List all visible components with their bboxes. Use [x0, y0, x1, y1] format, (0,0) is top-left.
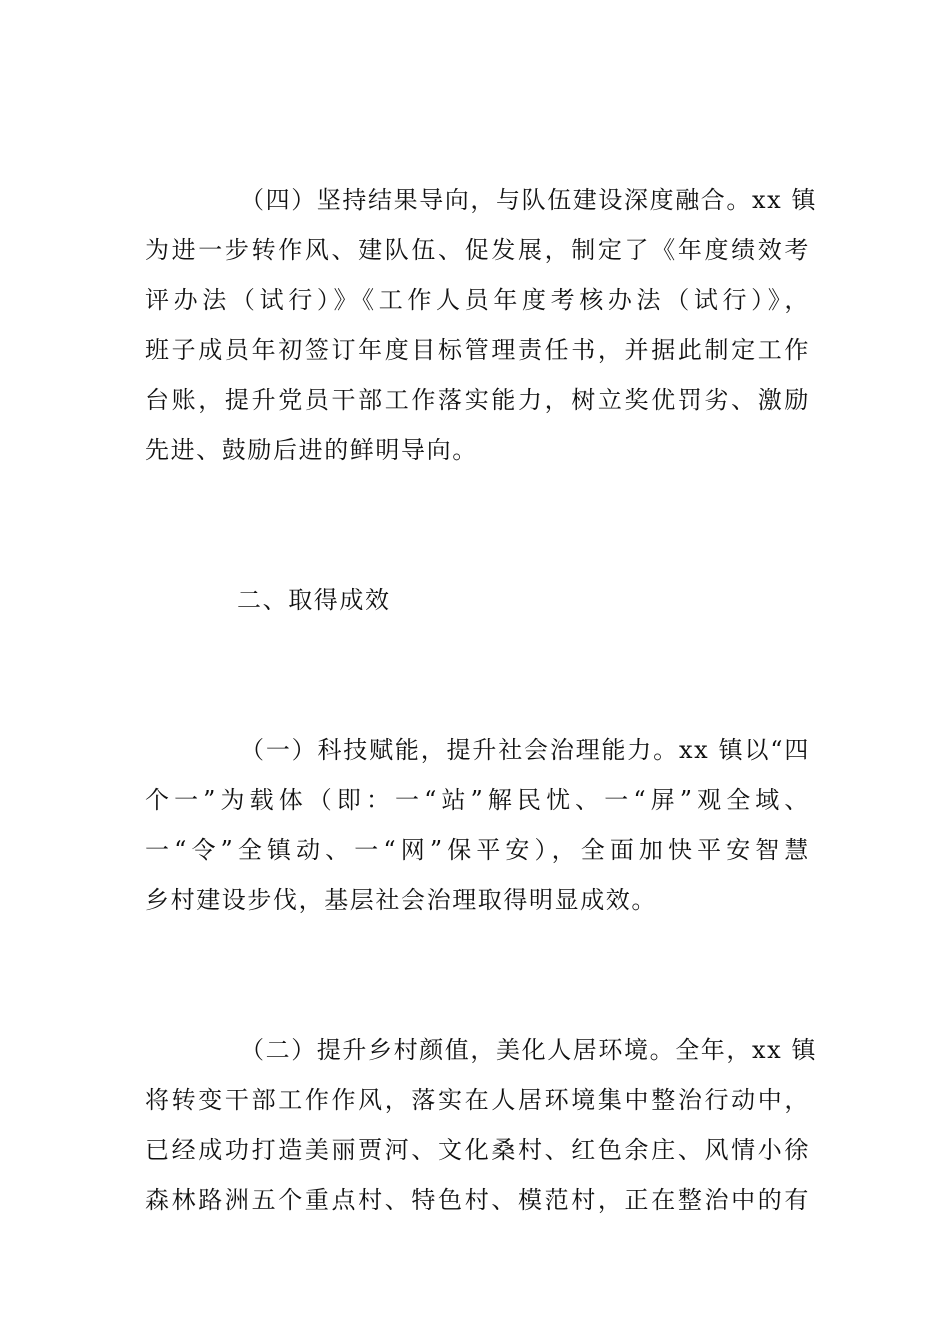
paragraph-line: 一“令”全镇动、一“网”保平安），全面加快平安智慧 [145, 836, 810, 864]
paragraph-line: 为进一步转作风、建队伍、促发展，制定了《年度绩效考 [145, 236, 810, 264]
paragraph-line: 个一”为载体（即：一“站”解民忧、一“屏”观全域、 [145, 786, 810, 814]
paragraph-line: （二）提升乡村颜值，美化人居环境。全年，xx 镇 [240, 1036, 818, 1064]
paragraph-line: （四）坚持结果导向，与队伍建设深度融合。xx 镇 [240, 186, 818, 214]
paragraph-line: 台账，提升党员干部工作落实能力，树立奖优罚劣、激励 [145, 386, 810, 414]
paragraph-line: 将转变干部工作作风，落实在人居环境集中整治行动中， [145, 1086, 810, 1114]
paragraph-line-last: 乡村建设步伐，基层社会治理取得明显成效。 [145, 886, 657, 914]
paragraph-line-last: 先进、鼓励后进的鲜明导向。 [145, 436, 478, 464]
paragraph-line: 已经成功打造美丽贾河、文化桑村、红色余庄、风情小徐 [145, 1136, 810, 1164]
section-heading: 二、取得成效 [237, 586, 391, 614]
paragraph-line: 评办法（试行）》《工作人员年度考核办法（试行）》， [145, 286, 810, 314]
paragraph-line: 森林路洲五个重点村、特色村、模范村，正在整治中的有 [145, 1186, 810, 1214]
paragraph-line: 班子成员年初签订年度目标管理责任书，并据此制定工作 [145, 336, 810, 364]
paragraph-line: （一）科技赋能，提升社会治理能力。xx 镇以“四 [240, 736, 810, 764]
